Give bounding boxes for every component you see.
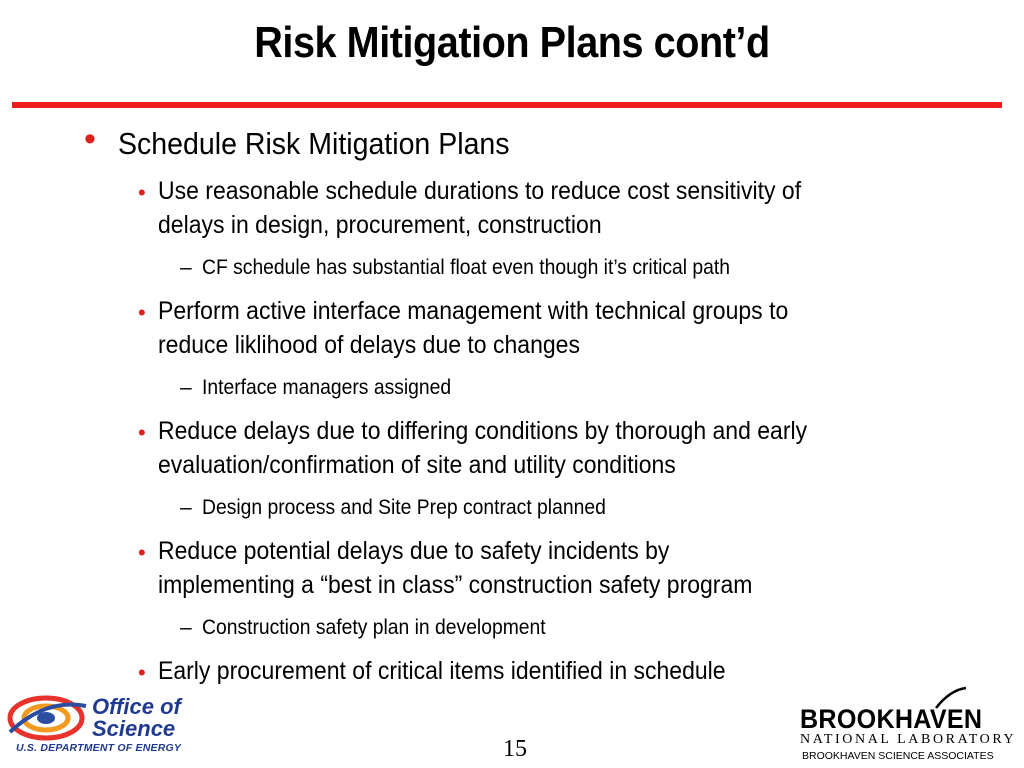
doe-caption: U.S. DEPARTMENT OF ENERGY	[16, 742, 182, 754]
page-number: 15	[503, 736, 527, 762]
item-4-line-2: implementing a “best in class” construction safety program	[158, 571, 753, 599]
item-1-sub: CF schedule has substantial float even though it’s critical path	[202, 256, 731, 279]
bullet-marker: •	[138, 540, 146, 565]
office-of-science-line2: Science	[92, 716, 176, 741]
item-1-line-1: Use reasonable schedule durations to reduce cost sensitivity of	[158, 177, 802, 205]
bullet-marker: •	[138, 660, 146, 685]
bullet-marker: •	[138, 180, 146, 205]
brookhaven-name: BROOKHAVEN	[800, 704, 983, 734]
title-divider	[12, 102, 1002, 108]
item-2-sub: Interface managers assigned	[202, 376, 452, 399]
bullet-marker: •	[84, 120, 96, 158]
dash-marker: –	[180, 616, 192, 639]
dash-marker: –	[180, 376, 192, 399]
office-of-science-line1: Office of	[92, 694, 181, 719]
bullet-marker: •	[138, 420, 146, 445]
item-3-sub: Design process and Site Prep contract planned	[202, 496, 606, 519]
brookhaven-logo	[790, 686, 1020, 766]
item-1-line-2: delays in design, procurement, construction	[158, 211, 602, 239]
bullet-marker: •	[138, 300, 146, 325]
slide-title: Risk Mitigation Plans cont’d	[254, 18, 770, 67]
doe-swirl-icon	[6, 692, 90, 744]
item-3-line-1: Reduce delays due to differing conditions by thorough and early	[158, 417, 808, 445]
item-4-sub: Construction safety plan in development	[202, 616, 546, 639]
item-5-line-1: Early procurement of critical items identified in schedule	[158, 657, 726, 685]
national-laboratory-text: NATIONAL LABORATORY	[800, 732, 1017, 747]
office-of-science-logo	[6, 692, 221, 762]
item-3-line-2: evaluation/confirmation of site and utility conditions	[158, 451, 676, 479]
item-2-line-2: reduce liklihood of delays due to changes	[158, 331, 580, 359]
dash-marker: –	[180, 256, 192, 279]
item-4-line-1: Reduce potential delays due to safety incidents by	[158, 537, 670, 565]
dash-marker: –	[180, 496, 192, 519]
brookhaven-associates-text: BROOKHAVEN SCIENCE ASSOCIATES	[802, 750, 994, 762]
item-2-line-1: Perform active interface management with technical groups to	[158, 297, 789, 325]
heading-schedule-risk: Schedule Risk Mitigation Plans	[118, 126, 510, 161]
